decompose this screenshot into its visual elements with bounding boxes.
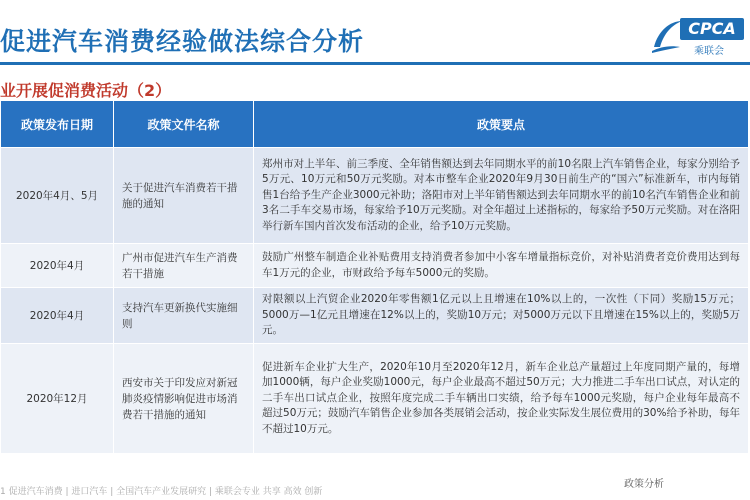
title-rule — [0, 62, 750, 65]
policy-document-name: 西安市关于印发应对新冠肺炎疫情影响促进市场消费若干措施的通知 — [114, 344, 254, 454]
policy-table — [0, 100, 749, 454]
table-header-row — [1, 101, 749, 148]
policy-document-name: 支持汽车更新换代实施细则 — [114, 288, 254, 344]
policy-date: 2020年4月 — [1, 244, 114, 288]
cpca-swoosh-icon — [650, 17, 684, 55]
policy-points: 对限额以上汽贸企业2020年零售额1亿元以上且增速在10%以上的，一次性（下同）奖励15万元；5000万—1亿元且增速在12%以上的，奖励10万元；对5000万元以下且增速在15%以上的，奖励5万元。 — [254, 288, 749, 344]
policy-date: 2020年12月 — [1, 344, 114, 454]
column-header-date: 政策发布日期 — [1, 101, 114, 148]
policy-points: 促进新车企业扩大生产，2020年10月至2020年12月，新车企业总产量超过上年度同期产量的，每增加1000辆，每户企业奖励1000元，每户企业最高不超过50万元；大力推进二手车出口试点，对认定的二手车出口试点企业，按照年度完成二手车辆出口实绩，给予每车1000元奖励，每户企业每年最高不超过50万元；鼓励汽车销售企业参加各类展销会活动，按企业实际发生展位费用的30%给予补助，每年不超过10万元。 — [254, 344, 749, 454]
policy-document-name: 广州市促进汽车生产消费若干措施 — [114, 244, 254, 288]
table-row — [1, 148, 749, 244]
cpca-logo-subtitle: 乘联会 — [694, 46, 724, 57]
column-header-document: 政策文件名称 — [114, 101, 254, 148]
policy-points: 郑州市对上半年、前三季度、全年销售额达到去年同期水平的前10名限上汽车销售企业，每家分别给予5万元、10万元和50万元奖励。对本市整车企业2020年9月30日前生产的“国六”标准新车，市内每销售1台给予生产企业3000元补助；洛阳市对上半年销售额达到去年同期水平的前10名汽车销售企业和前3名二手车交易市场，每家给予10万元奖励。对全年超过上述指标的，每家给予50万元奖励。对在洛阳举行新车国内首次发布活动的企业，给予10万元奖励。 — [254, 148, 749, 244]
policy-date: 2020年4月 — [1, 288, 114, 344]
slide-title: 促进汽车消费经验做法综合分析 — [0, 27, 365, 56]
footer-label: 政策分析 — [624, 479, 664, 490]
table-row — [1, 344, 749, 454]
section-heading: 业开展促消费活动（2） — [0, 81, 172, 100]
cpca-logo-text: CPCA — [680, 18, 744, 40]
policy-document-name: 关于促进汽车消费若干措施的通知 — [114, 148, 254, 244]
column-header-points: 政策要点 — [254, 101, 749, 148]
policy-points: 鼓励广州整车制造企业补贴费用支持消费者参加中小客车增量指标竞价，对补贴消费者竞价费用达到每车1万元的企业，市财政给予每车5000元的奖励。 — [254, 244, 749, 288]
cpca-logo — [650, 15, 746, 57]
footer-text: 1 促进汽车消费 | 进口汽车 | 全国汽车产业发展研究 | 乘联会专业 共享 高效 创新 — [0, 487, 323, 497]
table-row — [1, 288, 749, 344]
table-row — [1, 244, 749, 288]
policy-date: 2020年4月、5月 — [1, 148, 114, 244]
